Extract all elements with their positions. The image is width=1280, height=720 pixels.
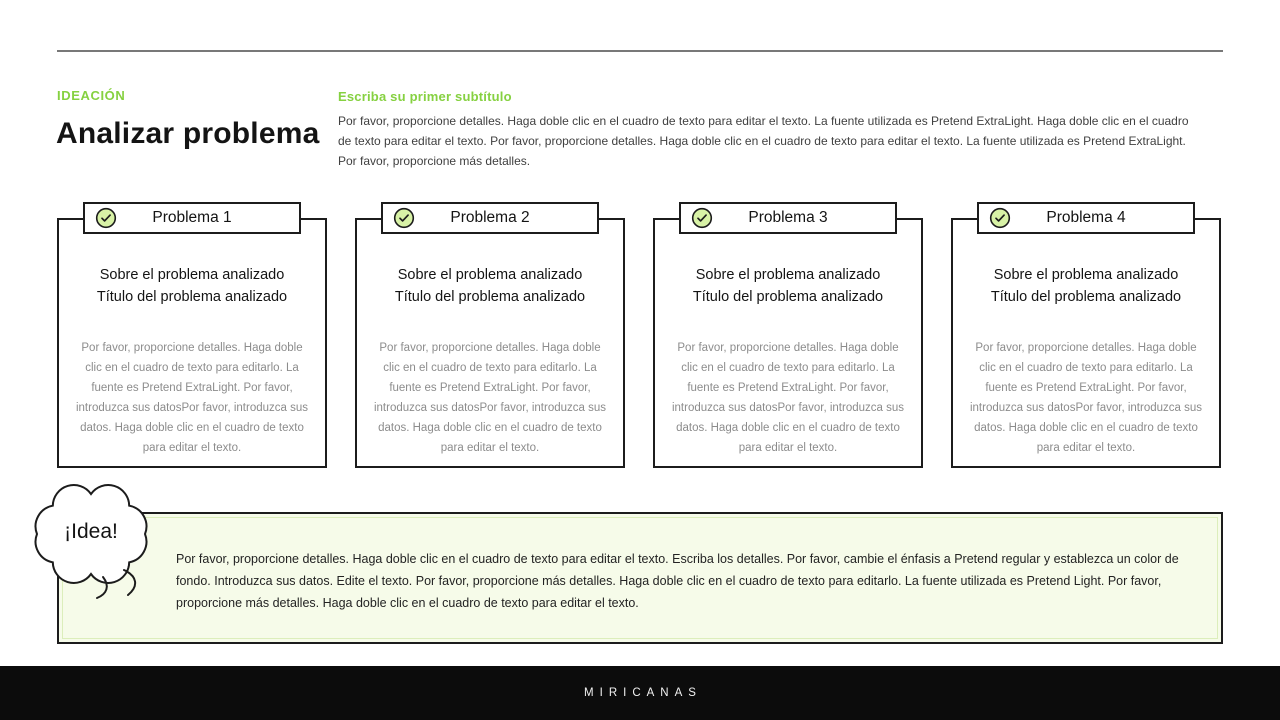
check-circle-icon [393, 207, 415, 229]
idea-note-text[interactable]: Por favor, proporcione detalles. Haga doble clic en el cuadro de texto para editar el texto. Escriba los detalles. Por favor, cambie el énfasis a Pretend regular y establezca un color de fondo. Introduzca sus datos. Edite el texto. Por favor, proporcione más detalles. Haga doble clic en el cuadro de texto para editarlo. La fuente utilizada es Pretend Light. Por favor, proporcione más detalles. Haga doble clic en el cuadro de texto para editar el texto. [176, 552, 1179, 610]
problem-card-2[interactable] [355, 202, 625, 468]
idea-bubble-label: ¡Idea! [64, 520, 118, 543]
problem-card-3[interactable] [653, 202, 923, 468]
problem-card-body[interactable] [57, 218, 327, 468]
idea-speech-bubble[interactable] [27, 482, 159, 604]
problem-card-text: Por favor, proporcione detalles. Haga doble clic en el cuadro de texto para editarlo. La fuente es Pretend ExtraLight. Por favor, introduzca sus datosPor favor, introduzca sus datos. Haga doble clic en el cuadro de texto para editar el texto. [373, 342, 607, 454]
problem-card-subtitle: Sobre el problema analizado Título del problema analizado [394, 267, 586, 305]
problem-card-2-header[interactable] [381, 202, 599, 234]
problem-card-1-header[interactable] [83, 202, 301, 234]
footer-bar [0, 666, 1280, 720]
problem-card-subtitle: Sobre el problema analizado Título del problema analizado [990, 267, 1182, 305]
intro-paragraph[interactable]: Por favor, proporcione detalles. Haga doble clic en el cuadro de texto para editar el texto. La fuente utilizada es Pretend ExtraLight. Haga doble clic en el cuadro de texto para editar el texto. Por favor, proporcione detalles. Haga doble clic en el cuadro de texto para editar el texto. La fuente utilizada es Pretend ExtraLight. Por favor, proporcione más detalles. [338, 114, 1189, 168]
check-circle-icon [691, 207, 713, 229]
top-divider [57, 50, 1223, 52]
section-eyebrow[interactable]: IDEACIÓN [57, 88, 126, 103]
problem-card-3-header[interactable] [679, 202, 897, 234]
check-circle-icon [989, 207, 1011, 229]
brand-wordmark: MIRICANAS [584, 687, 702, 699]
problem-card-4[interactable] [951, 202, 1221, 468]
problem-card-body[interactable] [355, 218, 625, 468]
problem-card-body[interactable] [653, 218, 923, 468]
idea-note-box[interactable] [57, 512, 1223, 644]
problem-card-title: Problema 1 [152, 209, 232, 226]
problem-card-title: Problema 4 [1046, 209, 1126, 226]
problem-cards-row [57, 202, 1223, 468]
problem-card-title: Problema 2 [450, 209, 530, 226]
problem-card-text: Por favor, proporcione detalles. Haga doble clic en el cuadro de texto para editarlo. La fuente es Pretend ExtraLight. Por favor, introduzca sus datosPor favor, introduzca sus datos. Haga doble clic en el cuadro de texto para editar el texto. [969, 342, 1203, 454]
problem-card-body[interactable] [951, 218, 1221, 468]
problem-card-subtitle: Sobre el problema analizado Título del problema analizado [692, 267, 884, 305]
check-circle-icon [95, 207, 117, 229]
problem-card-4-header[interactable] [977, 202, 1195, 234]
problem-card-text: Por favor, proporcione detalles. Haga doble clic en el cuadro de texto para editarlo. La fuente es Pretend ExtraLight. Por favor, introduzca sus datosPor favor, introduzca sus datos. Haga doble clic en el cuadro de texto para editar el texto. [75, 342, 309, 454]
problem-card-1[interactable] [57, 202, 327, 468]
section-subtitle[interactable]: Escriba su primer subtítulo [338, 89, 512, 104]
problem-card-subtitle: Sobre el problema analizado Título del problema analizado [96, 267, 288, 305]
problem-card-title: Problema 3 [748, 209, 828, 226]
page-title[interactable]: Analizar problema [56, 117, 320, 150]
problem-card-text: Por favor, proporcione detalles. Haga doble clic en el cuadro de texto para editarlo. La fuente es Pretend ExtraLight. Por favor, introduzca sus datosPor favor, introduzca sus datos. Haga doble clic en el cuadro de texto para editar el texto. [671, 342, 905, 454]
